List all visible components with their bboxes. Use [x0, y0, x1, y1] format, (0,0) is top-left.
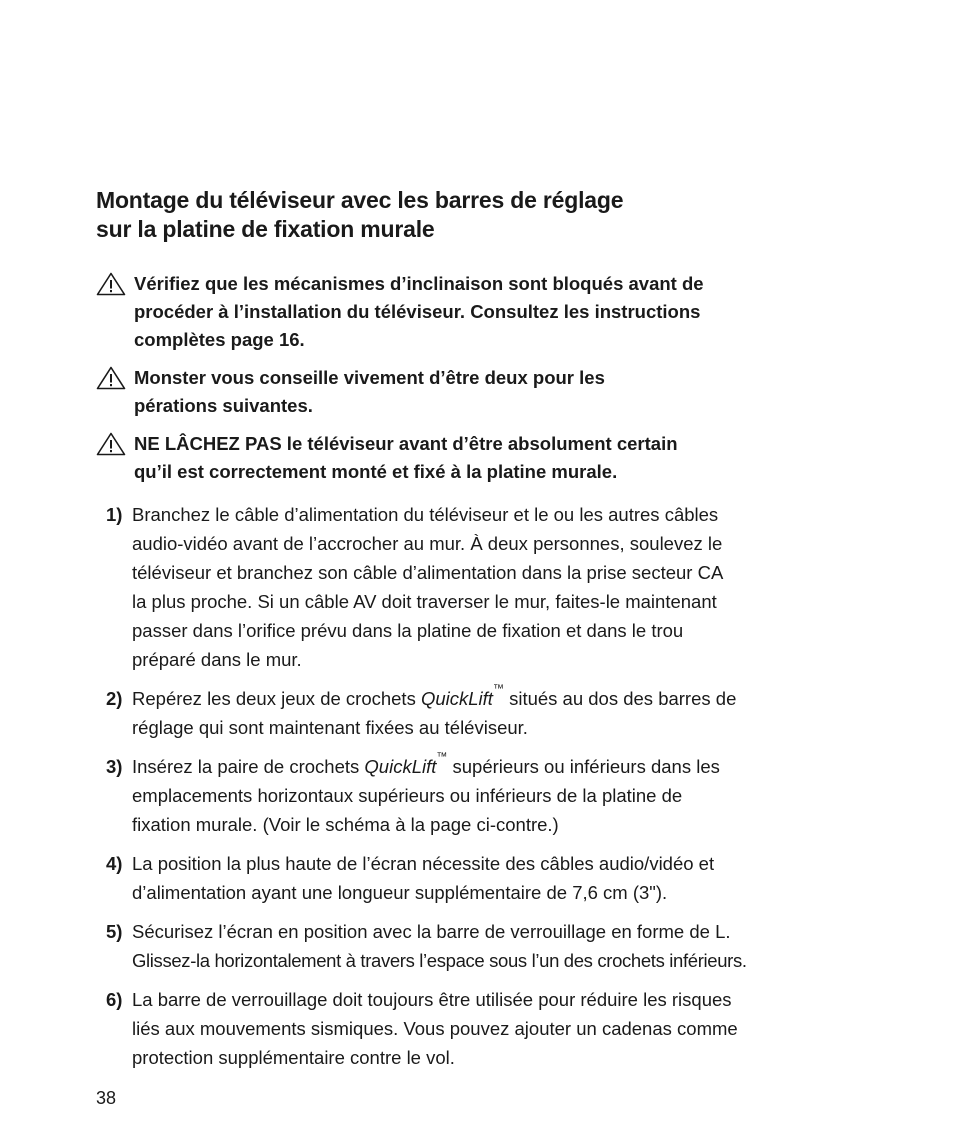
step-number: 3) — [106, 756, 123, 777]
warning-triangle-icon — [96, 272, 126, 296]
warning-text — [134, 364, 814, 420]
warning-triangle-icon — [96, 432, 126, 456]
step-number: 5) — [106, 921, 123, 942]
warning-text — [134, 270, 814, 354]
warning-line: Monster vous conseille vivement d’être deux pour les — [134, 367, 605, 388]
step-item — [106, 849, 876, 907]
section-title-line-2: sur la platine de fixation murale — [96, 216, 435, 242]
step-line: téléviseur et branchez son câble d’alimentation dans la prise secteur CA — [132, 562, 724, 583]
step-line: fixation murale. (Voir le schéma à la page ci-contre.) — [132, 814, 559, 835]
step-number: 4) — [106, 853, 123, 874]
warning-line: Vérifiez que les mécanismes d’inclinaison sont bloqués avant de — [134, 273, 704, 294]
step-line: passer dans l’orifice prévu dans la platine de fixation et dans le trou — [132, 620, 684, 641]
step-line: emplacements horizontaux supérieurs ou inférieurs de la platine de — [132, 785, 683, 806]
step-line: audio-vidéo avant de l’accrocher au mur. À deux personnes, soulevez le — [132, 533, 723, 554]
trademark-symbol: ™ — [492, 683, 504, 695]
step-line: Insérez la paire de crochets — [132, 756, 365, 777]
step-line: Repérez les deux jeux de crochets — [132, 688, 421, 709]
step-number: 6) — [106, 989, 123, 1010]
step-line: La position la plus haute de l’écran nécessite des câbles audio/vidéo et — [132, 853, 715, 874]
step-number: 1) — [106, 504, 123, 525]
step-text — [132, 985, 876, 1072]
step-text — [132, 500, 876, 674]
warning-line: pérations suivantes. — [134, 395, 313, 416]
section-title-line-1: Montage du téléviseur avec les barres de réglage — [96, 187, 624, 213]
warning-item — [96, 364, 876, 420]
step-line: Sécurisez l’écran en position avec la barre de verrouillage en forme de L. — [132, 921, 731, 942]
step-text — [132, 849, 876, 907]
page-number: 38 — [96, 1088, 117, 1108]
step-line: situés au dos des barres de — [503, 688, 737, 709]
step-line: Glissez-la horizontalement à travers l’espace sous l’un des crochets inférieurs. — [132, 950, 747, 971]
step-line: La barre de verrouillage doit toujours être utilisée pour réduire les risques — [132, 989, 732, 1010]
warning-item — [96, 270, 876, 354]
step-line: préparé dans le mur. — [132, 649, 302, 670]
warning-list — [96, 270, 876, 486]
step-item — [106, 684, 876, 742]
warning-item — [96, 430, 876, 486]
step-number: 2) — [106, 688, 123, 709]
step-list — [96, 500, 876, 1072]
step-text — [132, 752, 876, 839]
step-item — [106, 985, 876, 1072]
brand-name: QuickLift — [364, 756, 437, 777]
step-line: supérieurs ou inférieurs dans les — [447, 756, 720, 777]
warning-line: complètes page 16. — [134, 329, 305, 350]
brand-name: QuickLift — [420, 688, 493, 709]
page-content — [96, 186, 876, 1082]
warning-text — [134, 430, 814, 486]
trademark-symbol: ™ — [436, 751, 448, 763]
step-line: d’alimentation ayant une longueur supplémentaire de 7,6 cm (3"). — [132, 882, 668, 903]
step-line: Branchez le câble d’alimentation du téléviseur et le ou les autres câbles — [132, 504, 719, 525]
step-item — [106, 917, 876, 975]
step-line: réglage qui sont maintenant fixées au téléviseur. — [132, 717, 528, 738]
step-item — [106, 752, 876, 839]
step-text — [132, 917, 876, 975]
step-text — [132, 684, 876, 742]
step-line: liés aux mouvements sismiques. Vous pouvez ajouter un cadenas comme — [132, 1018, 738, 1039]
step-line: la plus proche. Si un câble AV doit traverser le mur, faites-le maintenant — [132, 591, 717, 612]
step-line: protection supplémentaire contre le vol. — [132, 1047, 455, 1068]
warning-line: procéder à l’installation du téléviseur. Consultez les instructions — [134, 301, 701, 322]
section-title — [96, 186, 876, 244]
warning-triangle-icon — [96, 366, 126, 390]
warning-line: qu’il est correctement monté et fixé à la platine murale. — [134, 461, 618, 482]
step-item — [106, 500, 876, 674]
warning-line: NE LÂCHEZ PAS le téléviseur avant d’être absolument certain — [134, 433, 678, 454]
